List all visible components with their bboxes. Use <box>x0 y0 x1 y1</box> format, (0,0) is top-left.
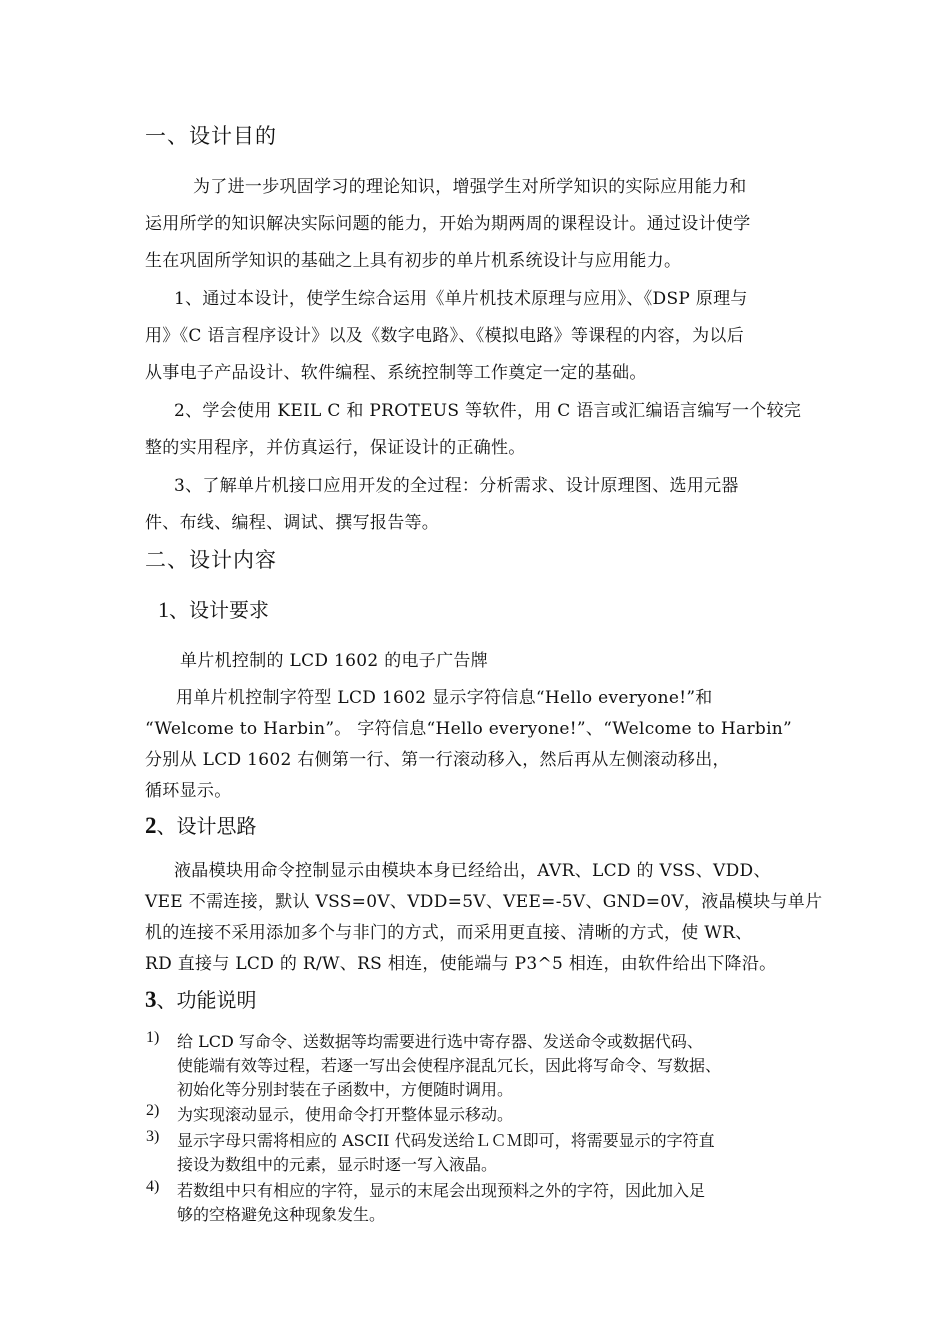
requirement-subtitle: 单片机控制的 LCD 1602 的电子广告牌 <box>180 651 489 671</box>
paragraph-line: 为了进一步巩固学习的理论知识，增强学生对所学知识的实际应用能力和 <box>193 177 747 197</box>
section-title-design-purpose: 一、设计目的 <box>145 124 277 148</box>
purpose-item-2-line: 2、学会使用 KEIL C 和 PROTEUS 等软件，用 C 语言或汇编语言编写一个较完 <box>174 401 802 421</box>
list-marker: 3) <box>146 1128 160 1145</box>
subsection-label: 、设计思路 <box>156 814 257 838</box>
purpose-item-3-line: 件、布线、编程、调试、撰写报告等。 <box>145 513 440 533</box>
list-marker: 2) <box>146 1102 160 1119</box>
subsection-number: 1 <box>158 597 169 622</box>
function-item-line: 初始化等分别封装在子函数中，方便随时调用。 <box>177 1080 514 1099</box>
purpose-item-1-line: 1、通过本设计，使学生综合运用《单片机技术原理与应用》、《DSP 原理与 <box>174 289 748 309</box>
design-idea-line: RD 直接与 LCD 的 R/W、RS 相连，使能端与 P3^5 相连，由软件给出下降沿。 <box>145 954 777 974</box>
paragraph-line: 运用所学的知识解决实际问题的能力，开始为期两周的课程设计。通过设计使学 <box>145 214 751 234</box>
function-item-line: 使能端有效等过程，若逐一写出会使程序混乱冗长，因此将写命令、写数据、 <box>177 1056 722 1075</box>
subsection-number: 2 <box>145 813 157 838</box>
subsection-label: 、设计要求 <box>169 598 269 622</box>
subsection-title-design-idea <box>145 810 257 839</box>
function-item-line: 显示字母只需将相应的 ASCII 代码发送给ＬＣＭ即可，将需要显示的字符直 <box>177 1131 715 1150</box>
purpose-item-2-line: 整的实用程序，并仿真运行，保证设计的正确性。 <box>145 438 526 458</box>
subsection-title-requirements <box>158 594 269 623</box>
requirement-line: 分别从 LCD 1602 右侧第一行、第一行滚动移入，然后再从左侧滚动移出， <box>145 750 730 770</box>
design-idea-line: VEE 不需连接，默认 VSS=0V、VDD=5V、VEE=-5V、GND=0V，液晶模块与单片 <box>145 892 823 912</box>
purpose-item-1-line: 用》《C 语言程序设计》以及《数字电路》、《模拟电路》等课程的内容，为以后 <box>145 326 745 346</box>
function-item-line: 给 LCD 写命令、送数据等均需要进行选中寄存器、发送命令或数据代码、 <box>177 1032 703 1051</box>
requirement-line: “Welcome to Harbin”。 字符信息“Hello everyone!”、“Welcome to Harbin” <box>145 719 793 739</box>
function-item-line: 为实现滚动显示，使用命令打开整体显示移动。 <box>177 1105 514 1124</box>
design-idea-line: 液晶模块用命令控制显示由模块本身已经给出，AVR、LCD 的 VSS、VDD、 <box>174 861 771 881</box>
section-title-design-content: 二、设计内容 <box>145 548 277 572</box>
function-item-line: 够的空格避免这种现象发生。 <box>177 1205 386 1224</box>
requirement-line: 用单片机控制字符型 LCD 1602 显示字符信息“Hello everyone!”和 <box>176 688 713 708</box>
function-item-line: 若数组中只有相应的字符，显示的末尾会出现预料之外的字符，因此加入足 <box>177 1181 706 1200</box>
requirement-line: 循环显示。 <box>145 781 232 801</box>
purpose-item-1-line: 从事电子产品设计、软件编程、系统控制等工作奠定一定的基础。 <box>145 363 647 383</box>
subsection-number: 3 <box>145 987 157 1012</box>
function-item-line: 接设为数组中的元素，显示时逐一写入液晶。 <box>177 1155 498 1174</box>
list-marker: 4) <box>146 1178 160 1195</box>
subsection-label: 、功能说明 <box>156 988 257 1012</box>
subsection-title-function <box>145 984 257 1013</box>
design-idea-line: 机的连接不采用添加多个与非门的方式，而采用更直接、清晰的方式，使 WR、 <box>145 923 753 943</box>
paragraph-line: 生在巩固所学知识的基础之上具有初步的单片机系统设计与应用能力。 <box>145 251 682 271</box>
list-marker: 1) <box>146 1029 160 1046</box>
purpose-item-3-line: 3、了解单片机接口应用开发的全过程：分析需求、设计原理图、选用元器 <box>174 476 739 496</box>
